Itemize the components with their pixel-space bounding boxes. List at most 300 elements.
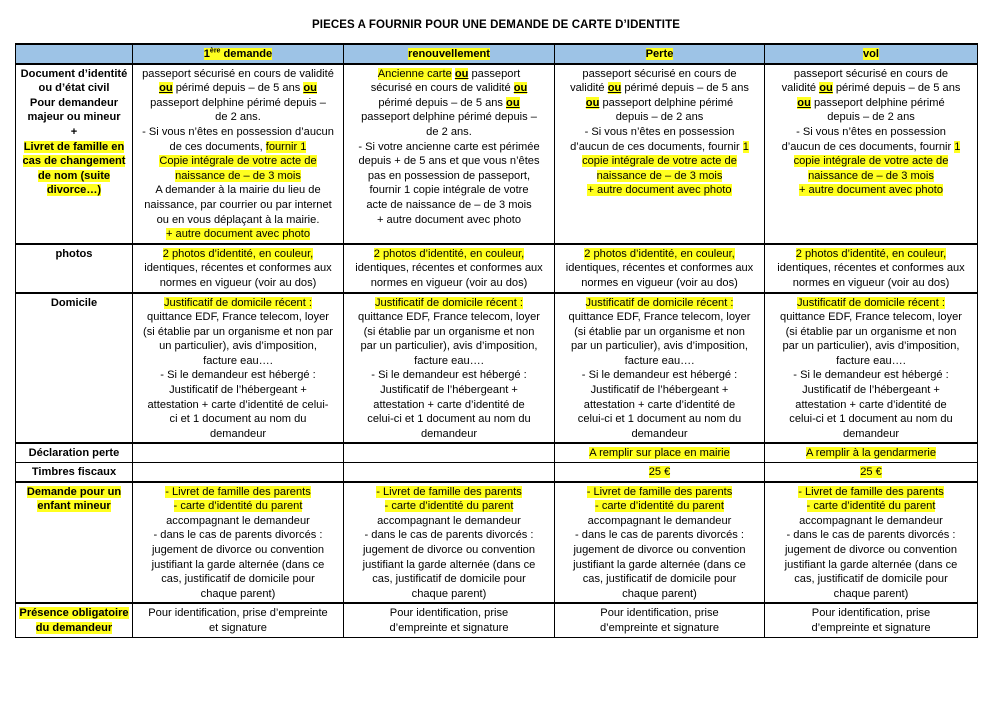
rowhead-document [16, 64, 133, 244]
text-run: quittance EDF, France telecom, loyer [780, 311, 962, 324]
text-run: acte de naissance de – de 3 mois [366, 198, 532, 211]
cell-domicile-vol [765, 293, 978, 444]
cell-line [347, 169, 551, 184]
text-run: fournir 1 [265, 140, 307, 153]
cell-line [347, 198, 551, 213]
text-run: quittance EDF, France telecom, loyer [358, 311, 540, 324]
text-run: naissance de – de 3 mois [596, 169, 723, 182]
cell-line [136, 528, 340, 543]
cell-line [558, 296, 761, 311]
cell-line [347, 110, 551, 125]
text-run: passeport sécurisé en cours de [582, 67, 737, 80]
text-run: - dans le cas de parents divorcés : [153, 529, 323, 542]
cell-line [768, 296, 974, 311]
cell-line [768, 247, 974, 262]
cell-line [768, 485, 974, 500]
cell-line [558, 368, 761, 383]
text-run: sécurisé en cours de validité [370, 82, 514, 95]
cell-line [347, 606, 551, 621]
text-run: + autre document avec photo [798, 184, 943, 197]
cell-line [347, 213, 551, 228]
text-run: 1 [742, 140, 749, 153]
cell-line [768, 427, 974, 442]
cell-line [136, 514, 340, 529]
cell-presence-premiere [133, 603, 344, 637]
text-run: - Si vous n’êtes en possession [584, 125, 735, 138]
text-run: facture eau…. [414, 354, 484, 367]
cell-line [768, 514, 974, 529]
cell-domicile-perte [555, 293, 765, 444]
text-run: d’empreinte et signature [811, 621, 931, 634]
cell-line [558, 96, 761, 111]
text-run: accompagnant le demandeur [166, 514, 310, 527]
cell-line [558, 528, 761, 543]
cell-document-premiere [133, 64, 344, 244]
cell-line [136, 140, 340, 155]
text-run: - Si le demandeur est hébergé : [581, 369, 738, 382]
text-run: - dans le cas de parents divorcés : [786, 529, 956, 542]
cell-line [136, 81, 340, 96]
cell-line [347, 310, 551, 325]
cell-line [558, 606, 761, 621]
cell-line [136, 499, 340, 514]
text-run: ou [513, 82, 528, 95]
cell-line [558, 276, 761, 291]
cell-line [768, 558, 974, 573]
cell-line [768, 572, 974, 587]
cell-mineur-premiere [133, 482, 344, 604]
cell-line [558, 514, 761, 529]
text-run: - Si vous n’êtes en possession [796, 125, 946, 138]
cell-line [347, 514, 551, 529]
text-run: - Si le demandeur est hébergé : [160, 369, 316, 382]
cell-line [136, 227, 340, 242]
text-run: passeport delphine périmé depuis – [150, 96, 326, 109]
cell-line [768, 383, 974, 398]
text-run: - Livret de famille des parents [165, 485, 311, 498]
text-run: passeport [468, 67, 521, 80]
cell-line [558, 558, 761, 573]
text-run: ou [607, 82, 622, 95]
text-run: - carte d’identité du parent [173, 500, 303, 513]
cell-line [136, 125, 340, 140]
text-run: justifiant la garde alternée (dans ce [362, 558, 536, 571]
text-run: + autre document avec photo [165, 228, 310, 241]
cell-line [768, 606, 974, 621]
cell-line [558, 383, 761, 398]
text-run: d’empreinte et signature [599, 621, 720, 634]
row-declaration [16, 443, 978, 462]
text-run: par un particulier), avis d’imposition, [360, 340, 538, 353]
cell-line [136, 543, 340, 558]
rowhead-line: Livret de famille en cas de changement de nom (suite divorce…) [22, 140, 126, 197]
cell-line [136, 96, 340, 111]
row-domicile [16, 293, 978, 444]
cell-presence-perte [555, 603, 765, 637]
text-run: accompagnant le demandeur [799, 514, 943, 527]
cell-line [347, 368, 551, 383]
text-run: demandeur [420, 427, 478, 440]
cell-line [558, 310, 761, 325]
text-run: identiques, récentes et conformes aux [777, 262, 965, 275]
text-run: facture eau…. [624, 354, 695, 367]
text-run: (si établie par un organisme et non par [143, 325, 333, 338]
cell-document-renouvellement [344, 64, 555, 244]
row-mineur [16, 482, 978, 604]
text-run: chaque parent) [411, 587, 487, 600]
cell-line [558, 154, 761, 169]
cell-line [347, 296, 551, 311]
rowhead-timbres: Timbres fiscaux [16, 463, 133, 482]
text-run: ou [506, 96, 520, 109]
text-run: naissance de – de 3 mois [175, 169, 301, 182]
cell-line [768, 412, 974, 427]
text-run: 2 photos d’identité, en couleur, [584, 247, 735, 260]
cell-line [347, 398, 551, 413]
cell-line [136, 368, 340, 383]
text-run: chaque parent) [833, 587, 909, 600]
text-run: de 2 ans. [215, 111, 261, 124]
cell-line [347, 558, 551, 573]
cell-line [347, 276, 551, 291]
text-run: passeport sécurisé en cours de [793, 67, 949, 80]
cell-line [558, 587, 761, 602]
rowhead-presence: Présence obligatoire du demandeur [16, 603, 133, 637]
cell-line [347, 339, 551, 354]
text-run: justifiant la garde alternée (dans ce [151, 558, 325, 571]
cell-line [136, 169, 340, 184]
text-run: - carte d’identité du parent [595, 500, 724, 513]
cell-declaration-vol: A remplir à la gendarmerie [765, 443, 978, 462]
cell-photos-vol [765, 244, 978, 293]
cell-line [136, 310, 340, 325]
text-run: jugement de divorce ou convention [573, 544, 746, 556]
text-run: - Si le demandeur est hébergé : [793, 369, 949, 382]
text-run: - carte d’identité du parent [384, 500, 514, 513]
cell-line [558, 572, 761, 587]
text-run: ou [819, 82, 833, 95]
text-run: A demander à la mairie du lieu de [155, 184, 321, 197]
text-run: identiques, récentes et conformes aux [565, 262, 754, 275]
cell-line [136, 558, 340, 573]
cell-line [768, 621, 974, 636]
cell-line [558, 247, 761, 262]
text-run: quittance EDF, France telecom, loyer [147, 311, 329, 324]
text-run: périmé depuis – de 5 ans [832, 82, 961, 95]
text-run: Pour identification, prise [811, 607, 931, 620]
text-run: Justificatif de domicile récent : [164, 296, 312, 309]
cell-line [558, 169, 761, 184]
text-run: - Livret de famille des parents [376, 485, 522, 498]
cell-line [768, 499, 974, 514]
text-run: normes en vigueur (voir au dos) [792, 276, 950, 289]
text-run: passeport sécurisé en cours de validité [142, 67, 334, 80]
cell-line [768, 354, 974, 369]
cell-photos-premiere [133, 244, 344, 293]
cell-timbres-vol: 25 € [765, 463, 978, 482]
text-run: - Si vous n’êtes en possession d’aucun [142, 125, 334, 138]
text-run: ou [585, 96, 600, 109]
text-run: cas, justificatif de domicile pour [372, 573, 526, 586]
text-run: - Si votre ancienne carte est périmée [358, 140, 540, 153]
text-run: attestation + carte d’identité de [583, 398, 736, 411]
cell-domicile-premiere [133, 293, 344, 444]
text-run: (si établie par un organisme et non [574, 325, 745, 338]
cell-line [768, 183, 974, 198]
cell-line [768, 543, 974, 558]
cell-line [347, 383, 551, 398]
text-run: depuis – de 2 ans [827, 111, 915, 124]
cell-line [136, 427, 340, 442]
text-run: passeport delphine périmé [599, 96, 734, 109]
cell-line [347, 543, 551, 558]
text-run: attestation + carte d’identité de [795, 398, 947, 411]
cell-line [558, 354, 761, 369]
text-run: Pour identification, prise d’empreinte [148, 607, 328, 620]
text-run: jugement de divorce ou convention [362, 544, 536, 556]
text-run: de ces documents, [169, 140, 266, 153]
cell-line [347, 485, 551, 500]
cell-line [768, 169, 974, 184]
header-row [16, 44, 978, 64]
text-run: demandeur [631, 427, 688, 440]
cell-line [558, 499, 761, 514]
cell-presence-renouvellement [344, 603, 555, 637]
text-run: jugement de divorce ou convention [784, 544, 958, 556]
text-run: d’aucun de ces documents, fournir [570, 140, 743, 153]
rowhead-domicile: Domicile [16, 293, 133, 444]
cell-line [347, 528, 551, 543]
text-run: quittance EDF, France telecom, loyer [568, 311, 751, 324]
cell-line [136, 606, 340, 621]
cell-line [558, 67, 761, 82]
cell-timbres-renouvellement [344, 463, 555, 482]
text-run: (si établie par un organisme et non [363, 325, 535, 338]
cell-line [136, 110, 340, 125]
text-run: cas, justificatif de domicile pour [582, 573, 737, 586]
cell-line [136, 398, 340, 413]
cell-line [347, 412, 551, 427]
rowhead-line: Document d’identité ou d’état civil [20, 67, 128, 95]
text-run: Pour identification, prise [600, 607, 719, 620]
text-run: périmé depuis – de 5 ans [172, 82, 304, 95]
cell-line [347, 572, 551, 587]
text-run: validité [570, 82, 608, 95]
rowhead-photos: photos [16, 244, 133, 293]
text-run: + autre document avec photo [587, 184, 732, 197]
cell-line [136, 276, 340, 291]
text-run: attestation + carte d’identité de celui- [147, 398, 329, 411]
cell-line [768, 310, 974, 325]
text-run: facture eau…. [836, 354, 906, 367]
text-run: 1 [954, 140, 961, 153]
cell-line [136, 339, 340, 354]
cell-line [558, 325, 761, 340]
cell-line [768, 276, 974, 291]
text-run: fournir 1 copie intégrale de votre [369, 184, 529, 197]
cell-line [558, 140, 761, 155]
cell-line [136, 412, 340, 427]
row-timbres [16, 463, 978, 482]
requirements-table [15, 43, 978, 638]
cell-line [136, 572, 340, 587]
col-header-vol: vol [765, 44, 978, 64]
cell-line [768, 81, 974, 96]
cell-declaration-premiere [133, 443, 344, 462]
cell-line [558, 621, 761, 636]
cell-line [768, 140, 974, 155]
row-photos [16, 244, 978, 293]
cell-line [768, 110, 974, 125]
cell-line [768, 398, 974, 413]
cell-line [347, 247, 551, 262]
text-run: jugement de divorce ou convention [151, 544, 325, 556]
text-run: 2 photos d’identité, en couleur, [373, 247, 525, 260]
cell-line [558, 110, 761, 125]
cell-line [347, 499, 551, 514]
text-run: normes en vigueur (voir au dos) [370, 276, 528, 289]
text-run: - Livret de famille des parents [798, 485, 944, 498]
text-run: passeport delphine périmé [810, 96, 945, 109]
text-run: cas, justificatif de domicile pour [794, 573, 948, 586]
rowhead-line: Pour demandeur majeur ou mineur [27, 96, 121, 124]
page-title: PIECES A FOURNIR POUR UNE DEMANDE DE CARTE D’IDENTITE [312, 19, 680, 31]
text-run: accompagnant le demandeur [377, 514, 521, 527]
cell-line [347, 67, 551, 82]
row-document [16, 64, 978, 244]
text-run: attestation + carte d’identité de [373, 398, 525, 411]
cell-line [558, 261, 761, 276]
cell-line [136, 183, 340, 198]
cell-line [768, 368, 974, 383]
text-run: d’aucun de ces documents, fournir [781, 140, 955, 153]
text-run: (si établie par un organisme et non [785, 325, 957, 338]
cell-line [347, 96, 551, 111]
cell-line [136, 587, 340, 602]
text-run: normes en vigueur (voir au dos) [581, 276, 738, 289]
cell-line [347, 354, 551, 369]
rowhead-declaration: Déclaration perte [16, 443, 133, 462]
cell-mineur-perte [555, 482, 765, 604]
cell-line [136, 247, 340, 262]
text-run: ou [159, 82, 173, 95]
text-run: demandeur [209, 427, 267, 440]
text-run: ou [797, 96, 811, 109]
text-run: et signature [209, 621, 267, 634]
cell-document-perte [555, 64, 765, 244]
cell-line [347, 183, 551, 198]
cell-timbres-premiere [133, 463, 344, 482]
cell-line [136, 198, 340, 213]
text-run: Copie intégrale de votre acte de [159, 155, 317, 168]
cell-line [347, 621, 551, 636]
text-run: justifiant la garde alternée (dans ce [573, 558, 746, 571]
text-run: chaque parent) [622, 587, 697, 600]
text-run: Pour identification, prise [389, 607, 509, 620]
cell-line [347, 140, 551, 155]
cell-document-vol [765, 64, 978, 244]
cell-line [136, 213, 340, 228]
cell-domicile-renouvellement [344, 293, 555, 444]
cell-line [558, 427, 761, 442]
text-run: - carte d’identité du parent [806, 500, 936, 513]
text-run: pas en possession de passeport, [367, 169, 531, 182]
text-run: d’empreinte et signature [389, 621, 509, 634]
cell-line [136, 296, 340, 311]
text-run: + autre document avec photo [376, 213, 521, 226]
text-run: - Livret de famille des parents [586, 485, 733, 498]
text-run: cas, justificatif de domicile pour [161, 573, 315, 586]
text-run: naissance, par courrier ou par internet [144, 198, 332, 211]
col-header-perte: Perte [555, 44, 765, 64]
cell-line [558, 339, 761, 354]
text-run: identiques, récentes et conformes aux [144, 262, 332, 275]
cell-line [347, 154, 551, 169]
text-run: facture eau…. [203, 354, 273, 367]
cell-presence-vol [765, 603, 978, 637]
cell-line [136, 67, 340, 82]
cell-mineur-renouvellement [344, 482, 555, 604]
cell-line [558, 543, 761, 558]
text-run: ci et 1 document au nom du [169, 413, 307, 426]
text-run: naissance de – de 3 mois [808, 169, 934, 182]
text-run: ou [454, 67, 469, 80]
text-run: 2 photos d’identité, en couleur, [162, 247, 314, 260]
text-run: Justificatif de l’hébergeant + [169, 384, 307, 397]
cell-line [558, 485, 761, 500]
cell-line [768, 339, 974, 354]
text-run: Justificatif de l’hébergeant + [380, 384, 518, 397]
text-run: Justificatif de domicile récent : [797, 296, 945, 309]
text-run: Ancienne carte [377, 67, 452, 80]
text-run: - Si le demandeur est hébergé : [371, 369, 527, 382]
cell-mineur-vol [765, 482, 978, 604]
text-run: justifiant la garde alternée (dans ce [784, 558, 958, 571]
cell-line [347, 427, 551, 442]
cell-line [347, 81, 551, 96]
text-run: ou en vous déplaçant à la mairie. [156, 213, 320, 226]
text-run: copie intégrale de votre acte de [582, 155, 737, 168]
text-run: ou [303, 82, 317, 95]
text-run: 2 photos d’identité, en couleur, [795, 247, 947, 260]
cell-timbres-perte: 25 € [555, 463, 765, 482]
text-run: par un particulier), avis d’imposition, [782, 340, 960, 353]
text-run: validité [781, 82, 820, 95]
col-header-premiere-demande: 1ère demande [133, 44, 344, 64]
cell-line [768, 67, 974, 82]
cell-line [768, 587, 974, 602]
text-run: celui-ci et 1 document au nom du [577, 413, 742, 426]
cell-line [347, 125, 551, 140]
cell-line [768, 125, 974, 140]
col-header-renouvellement: renouvellement [344, 44, 555, 64]
cell-line [136, 154, 340, 169]
cell-line [768, 528, 974, 543]
text-run: depuis + de 5 ans et que vous n’êtes [358, 155, 540, 168]
text-run: - dans le cas de parents divorcés : [575, 529, 744, 542]
text-run: accompagnant le demandeur [587, 514, 732, 527]
text-run: normes en vigueur (voir au dos) [159, 276, 317, 289]
text-run: demandeur [842, 427, 900, 440]
text-run: par un particulier), avis d’imposition, [571, 340, 748, 353]
text-run: - dans le cas de parents divorcés : [364, 529, 534, 542]
cell-line [347, 587, 551, 602]
text-run: chaque parent) [200, 587, 276, 600]
cell-line [558, 81, 761, 96]
text-run: celui-ci et 1 document au nom du [789, 413, 953, 426]
cell-declaration-renouvellement [344, 443, 555, 462]
cell-line [768, 325, 974, 340]
